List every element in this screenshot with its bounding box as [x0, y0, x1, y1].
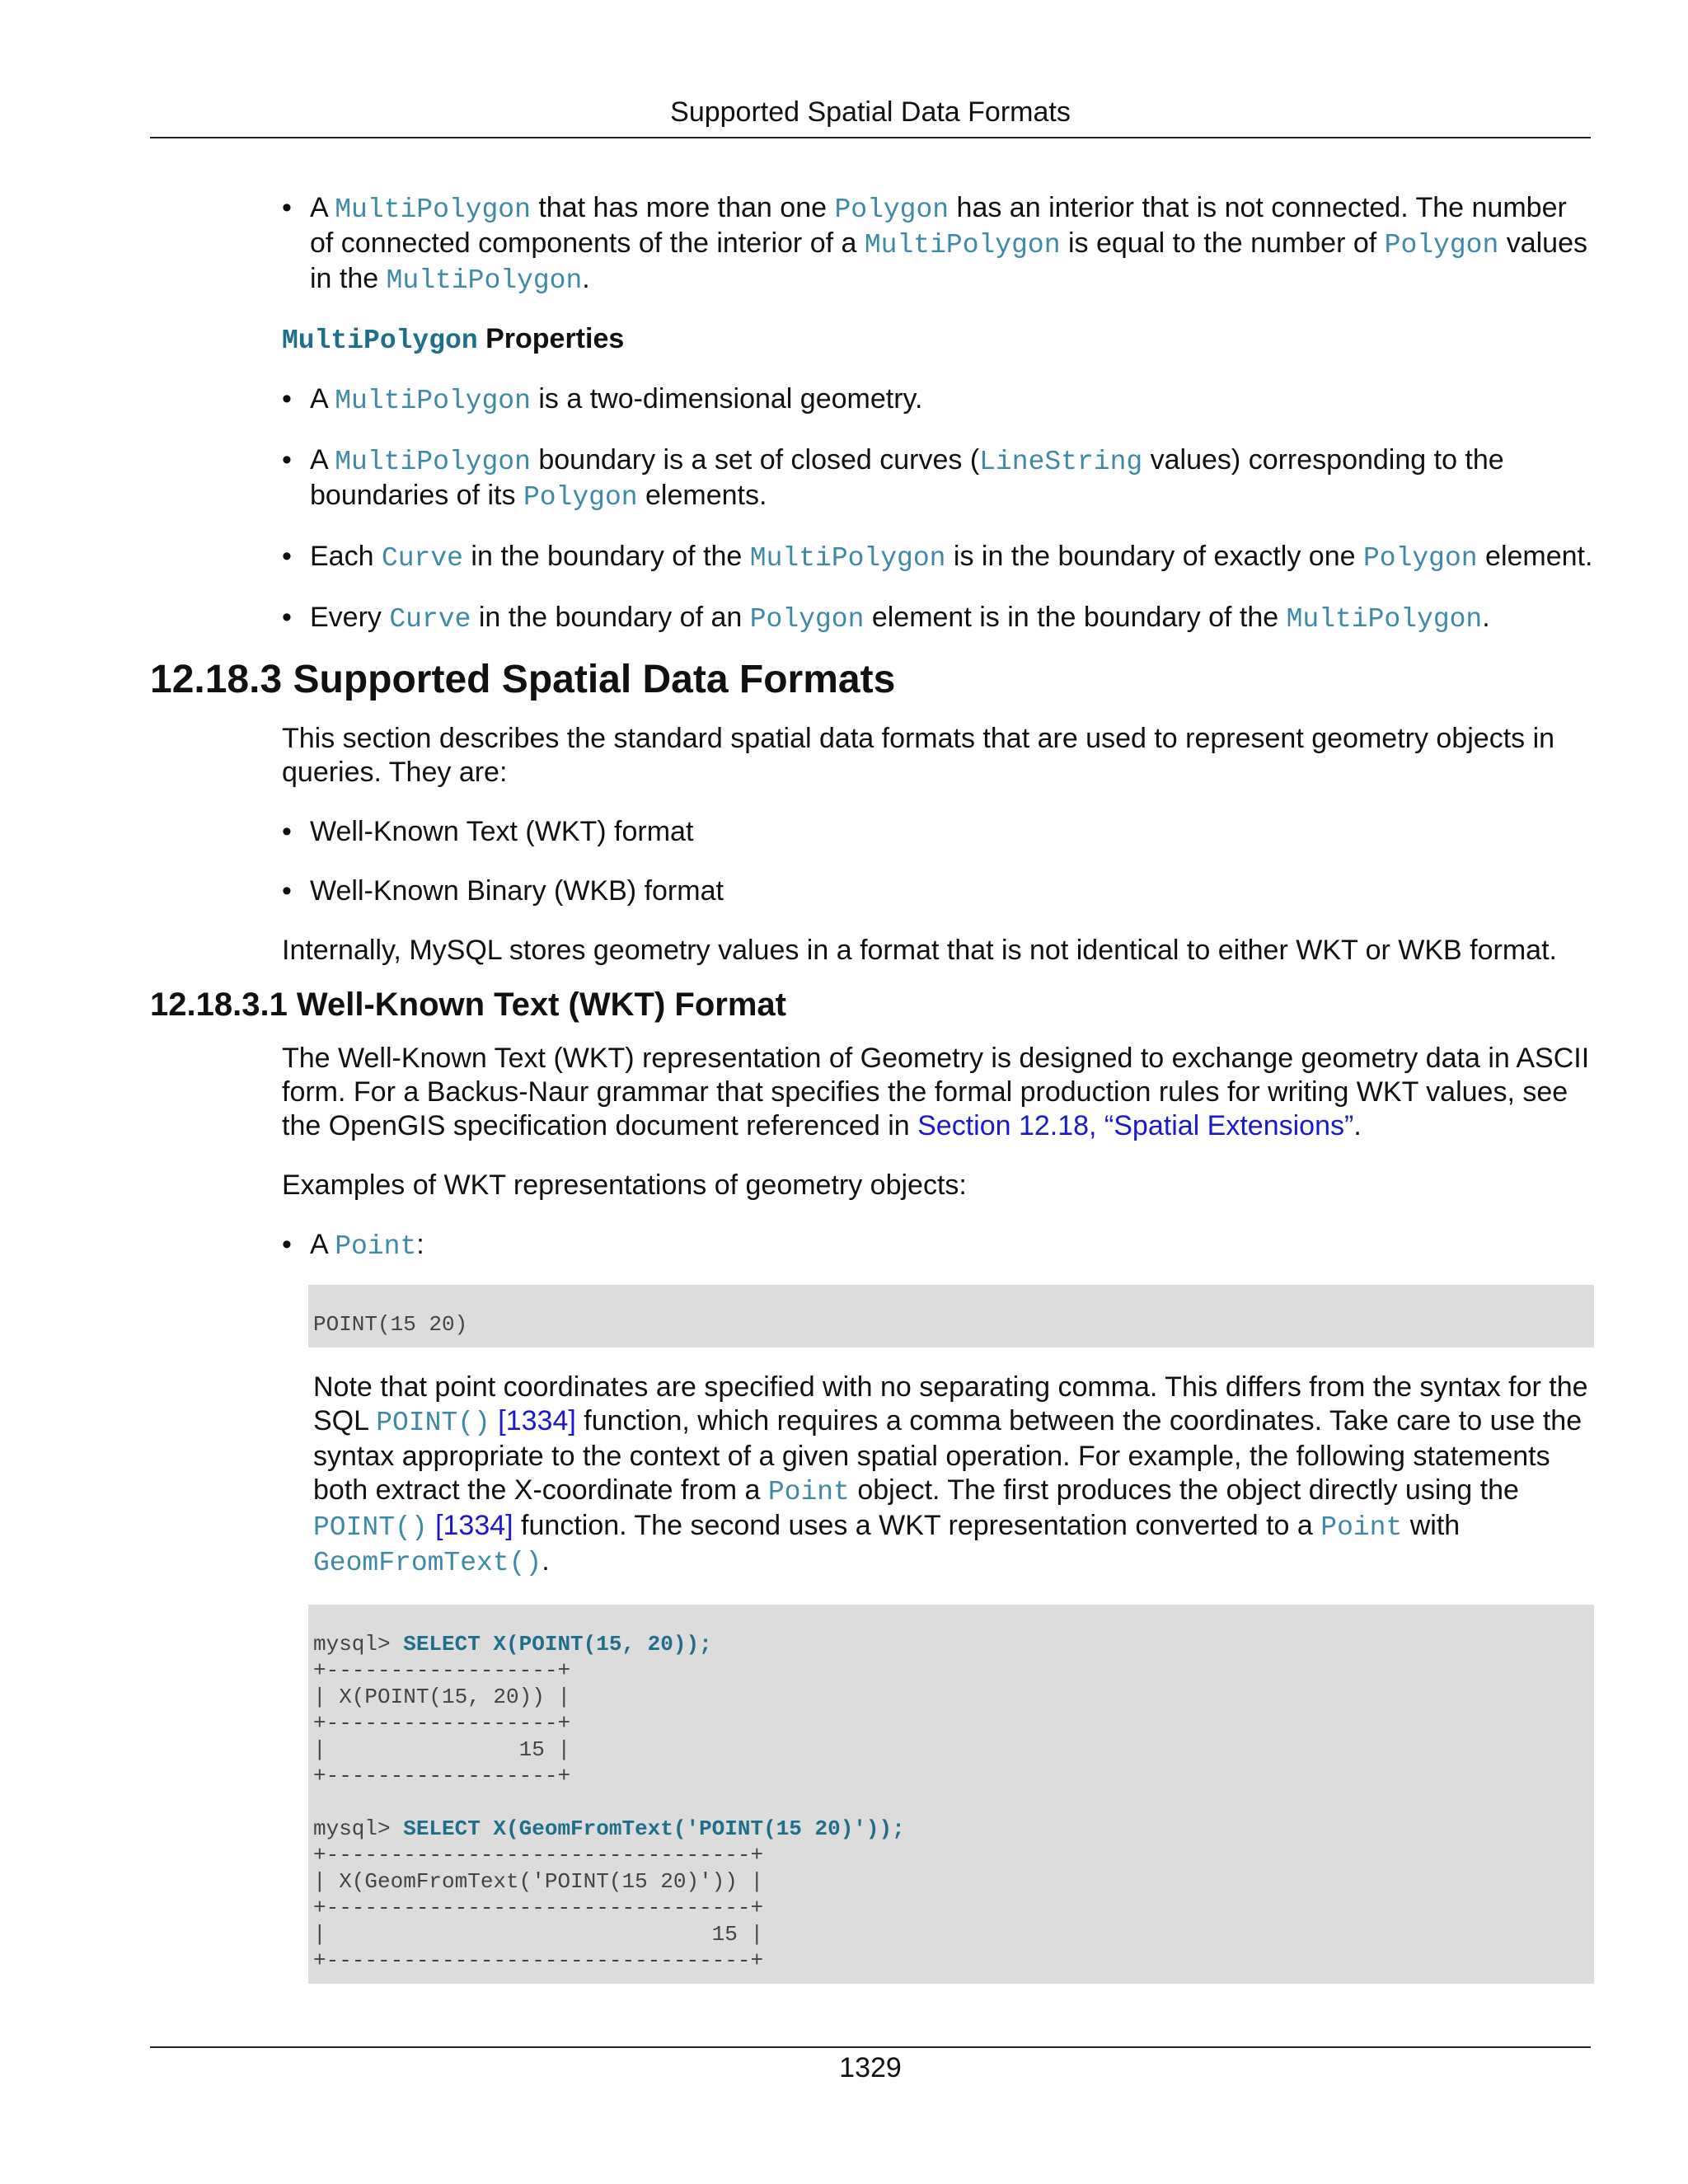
properties-heading: MultiPolygon Properties — [282, 323, 625, 356]
section-intro: This section describes the standard spatial data formats that are used to represent geometry objects in queries. They are: — [282, 723, 1555, 788]
examples-list — [282, 1228, 1594, 1263]
multipolygon-intro-list — [282, 191, 1594, 298]
query-output: +---------------------------------+ | X(GeomFromText('POINT(15 20)')) | +---------------------------------+ | 15 | +---------------------------------+ — [313, 1843, 764, 1973]
point-code-block: POINT(15 20) — [308, 1285, 1594, 1347]
wkt-description: The Well-Known Text (WKT) representation of Geometry is designed to exchange geometry data in ASCII form. For a Backus-Naur grammar that specifies the formal production rules for writing WKT values, see the OpenGIS specification document referenced in Section 12.18, “Spatial Extensions”. — [282, 1043, 1590, 1141]
query-output: +------------------+ | X(POINT(15, 20)) | +------------------+ | 15 | +------------------+ — [313, 1658, 571, 1788]
list-item: • A MultiPolygon is a two-dimensional geometry. — [282, 382, 1594, 418]
point-syntax-note: Note that point coordinates are specified with no separating comma. This differs from the syntax for the SQL POINT() [1334] function, which requires a comma between the coordinates. Take care to use the syntax appropriate to the context of a given spatial operation. For example, the following statements both extract the X-coordinate from a Point object. The first produces the object directly using the POINT() [1334] function. The second uses a WKT representation converted to a Point with GeomFromText(). — [313, 1371, 1588, 1578]
internal-storage-note: Internally, MySQL stores geometry values in a format that is not identical to either WKT or WKB format. — [282, 935, 1557, 966]
list-item: • A MultiPolygon boundary is a set of closed curves (LineString values) corresponding to the boundaries of its Polygon elements. — [282, 443, 1594, 514]
code-multipolygon: MultiPolygon — [864, 230, 1061, 260]
list-item: • A Point: — [282, 1228, 1594, 1263]
point-function-link[interactable]: [1334] — [427, 1510, 513, 1541]
list-item: • Well-Known Text (WKT) format — [282, 815, 1594, 849]
query-command: SELECT X(GeomFromText('POINT(15 20)')); — [403, 1816, 905, 1841]
page-content — [150, 191, 1594, 1984]
running-header: Supported Spatial Data Formats — [670, 96, 1071, 128]
examples-intro: Examples of WKT representations of geometry objects: — [282, 1169, 967, 1201]
code-polygon: Polygon — [1384, 230, 1499, 260]
list-item: • A MultiPolygon that has more than one Polygon has an interior that is not connected. The number of connected components of the interior of a MultiPolygon is equal to the number of Polygon values in the MultiPolygon. — [282, 191, 1594, 298]
query-command: SELECT X(POINT(15, 20)); — [403, 1632, 712, 1657]
spatial-extensions-link[interactable]: Section 12.18, “Spatial Extensions” — [917, 1110, 1354, 1141]
page-number: 1329 — [839, 2052, 902, 2083]
properties-list — [282, 382, 1594, 636]
code-multipolygon: MultiPolygon — [335, 194, 531, 225]
list-item: • Each Curve in the boundary of the MultiPolygon is in the boundary of exactly one Polygon element. — [282, 540, 1594, 575]
query-example-block: mysql> SELECT X(POINT(15, 20)); +------------------+ | X(POINT(15, 20)) | +------------------+ | 15 | +------------------+ mysql> SELECT X(GeomFromText('POINT(15 20)')); +---------------------------------+ | X(GeomFromText('POINT(15 20)')) | +---------------------------------+ | 15 | +---------------------------------+ — [308, 1605, 1594, 1984]
header-rule — [150, 137, 1591, 138]
subsection-heading: 12.18.3.1 Well-Known Text (WKT) Format — [150, 987, 786, 1023]
code-polygon: Polygon — [834, 194, 950, 225]
footer-rule — [150, 2046, 1591, 2048]
formats-list — [282, 815, 1594, 908]
list-item: • Well-Known Binary (WKB) format — [282, 874, 1594, 908]
list-item: • Every Curve in the boundary of an Polygon element is in the boundary of the MultiPolygon. — [282, 601, 1594, 636]
section-heading: 12.18.3 Supported Spatial Data Formats — [150, 658, 896, 701]
point-function-link[interactable]: [1334] — [490, 1405, 576, 1436]
code-multipolygon: MultiPolygon — [386, 265, 583, 296]
